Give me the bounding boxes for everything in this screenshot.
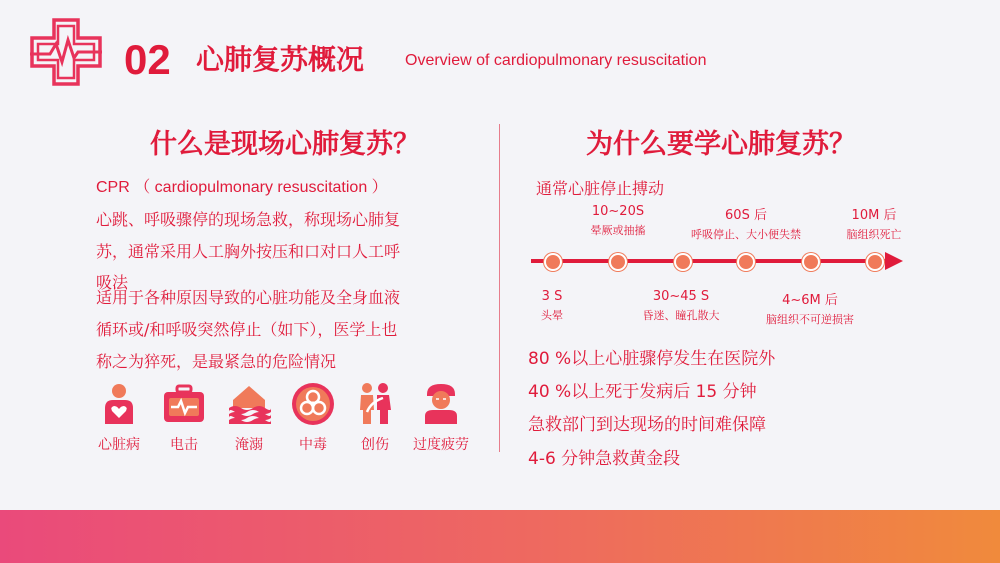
definition-line-4a: 吸法	[96, 273, 129, 292]
timeline-event	[676, 204, 816, 242]
icon-label: 过度疲劳	[413, 437, 469, 453]
timeline-dot	[609, 253, 627, 271]
timeline-desc: 呼吸停止、大小便失禁	[691, 228, 801, 241]
cause-trauma	[350, 382, 400, 454]
icon-label: 电击	[170, 437, 198, 453]
timeline-dot	[802, 253, 820, 271]
timeline-title: 通常心脏停止搏动	[536, 179, 665, 198]
timeline-event	[831, 204, 917, 242]
section-number: 02	[124, 36, 171, 83]
timeline-dot	[544, 253, 562, 271]
timeline-event	[521, 289, 583, 323]
definition-line-4b: 适用于各种原因导致的心脏功能及全身血液	[96, 288, 401, 307]
icon-label: 创伤	[361, 437, 389, 453]
icon-label: 心脏病	[98, 437, 140, 453]
timeline-time: 10~20S	[591, 204, 645, 219]
cause-drowning	[224, 382, 274, 454]
timeline-dot	[866, 253, 884, 271]
timeline-desc: 脑组织死亡	[846, 228, 902, 241]
poison-icon	[291, 382, 335, 426]
column-divider	[499, 124, 500, 452]
icon-label: 淹溺	[235, 437, 263, 453]
timeline-event	[754, 289, 866, 327]
footer-gradient-bar	[0, 510, 1000, 563]
trauma-icon	[353, 382, 397, 426]
timeline-time: 30~45 S	[652, 289, 710, 304]
definition-line-5: 循环或/和呼吸突然停止（如下），医学上也	[96, 320, 398, 339]
stat-line: 80 %以上心脏骤停发生在医院外	[528, 349, 776, 369]
definition-line-6: 称之为猝死，是最紧急的危险情况	[96, 352, 337, 371]
electric-shock-icon	[162, 382, 206, 426]
timeline-desc: 昏迷、瞳孔散大	[642, 309, 720, 322]
timeline-dot	[674, 253, 692, 271]
definition-line-3: 苏，通常采用人工胸外按压和口对口人工呼	[96, 242, 401, 261]
fatigue-icon	[419, 382, 463, 426]
left-heading: 什么是现场心肺复苏？	[150, 129, 420, 160]
drowning-icon	[227, 382, 271, 426]
timeline-event	[626, 289, 736, 323]
cause-electric-shock	[154, 382, 214, 454]
page-title: 心肺复苏概况	[196, 43, 365, 76]
page-subtitle: Overview of cardiopulmonary resuscitation	[405, 52, 707, 69]
definition-line-2: 心跳、呼吸骤停的现场急救，称现场心肺复	[96, 210, 401, 229]
cpr-definition-line: CPR （ cardiopulmonary resuscitation ）	[96, 179, 388, 196]
heart-disease-icon	[97, 382, 141, 426]
cause-fatigue	[406, 382, 476, 454]
timeline-time: 60S 后	[725, 208, 767, 223]
timeline-time: 10M 后	[851, 208, 897, 223]
medical-cross-heartbeat-icon	[28, 16, 104, 88]
right-heading: 为什么要学心肺复苏？	[586, 129, 856, 160]
timeline-event	[573, 204, 663, 238]
timeline-desc: 脑组织不可逆损害	[766, 313, 854, 326]
stat-line: 急救部门到达现场的时间难保障	[528, 415, 766, 435]
timeline-time: 4~6M 后	[782, 293, 838, 308]
timeline-bar	[531, 259, 887, 263]
cause-icons-row	[94, 382, 474, 452]
stat-line: 40 %以上死于发病后 15 分钟	[528, 382, 757, 402]
stat-line: 4-6 分钟急救黄金段	[528, 449, 681, 469]
timeline-desc: 头晕	[541, 309, 563, 322]
cause-poisoning	[288, 382, 338, 454]
timeline-arrow-icon	[885, 252, 903, 270]
icon-label: 中毒	[299, 437, 327, 453]
timeline-dot	[737, 253, 755, 271]
timeline-time: 3 S	[541, 289, 563, 304]
timeline-desc: 晕厥或抽搐	[590, 224, 646, 237]
cause-heart-disease	[94, 382, 144, 454]
